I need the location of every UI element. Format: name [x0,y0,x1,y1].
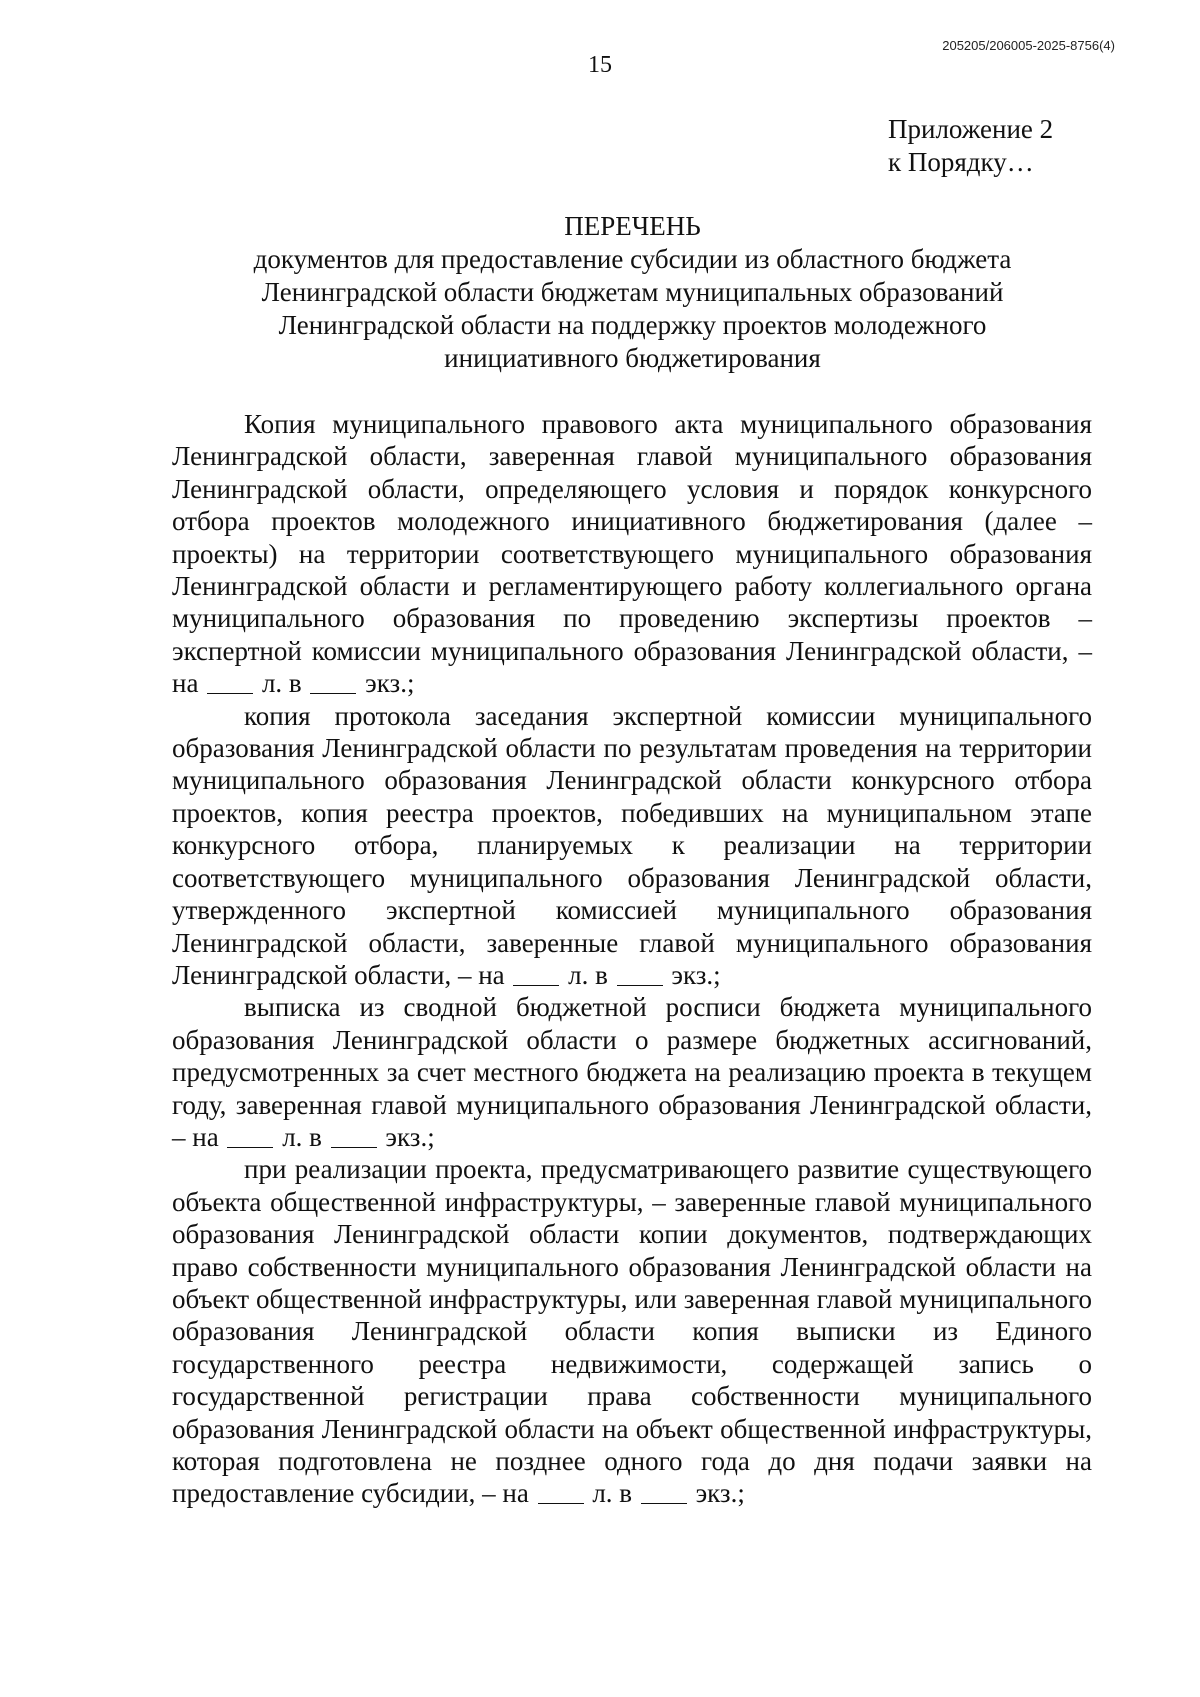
sheets-label: л. в [282,1121,322,1152]
title-line-4: инициативного бюджетирования [444,343,821,373]
document-id: 205205/206005-2025-8756(4) [942,38,1115,53]
title-heading: ПЕРЕЧЕНЬ [564,211,701,241]
paragraph-text: Копия муниципального правового акта муниципального образования Ленинградской области, заверенная главой муниципального образования Ленинградской области, определяющего условия и порядок конкурсного отбора проектов молодежного инициативного бюджетирования (далее – проекты) на территории соответствующего муниципального образования Ленинградской области и регламентирующего работу коллегиального органа муниципального образования по проведению экспертизы проектов – экспертной комиссии муниципального образования Ленинградской области, – на [172,409,1092,699]
title-line-3: Ленинградской области на поддержку проектов молодежного [278,310,987,340]
sheets-label: л. в [261,668,302,699]
paragraph-text: при реализации проекта, предусматривающего развитие существующего объекта общественной инфраструктуры, – заверенные главой муниципального образования Ленинградской области копии документов, подтверждающих право собственности муниципального образования Ленинградской области на объект общественной инфраструктуры, или заверенная главой муниципального образования Ленинградской области копия выписки из Единого государственного реестра недвижимости, содержащей запись о государственной регистрации права собственности муниципального образования Ленинградской области на объект общественной инфраструктуры, которая подготовлена не позднее одного года до дня подачи заявки на предоставление субсидии, – на [172,1154,1092,1509]
paragraph-text: копия протокола заседания экспертной комиссии муниципального образования Ленинградской области по результатам проведения на территории муниципального образования Ленинградской области конкурсного отбора проектов, копия реестра проектов, победивших на муниципальном этапе конкурсного отбора, планируемых к реализации на территории соответствующего муниципального образования Ленинградской области, утвержденного экспертной комиссией муниципального образования Ленинградской области, заверенные главой муниципального образования Ленинградской области, – на [172,700,1092,990]
copies-label: экз.; [695,1478,745,1509]
sheets-blank [538,1503,584,1504]
copies-label: экз.; [385,1121,435,1152]
document-body [172,408,1092,1510]
page-number: 15 [588,52,612,78]
title-line-1: документов для предоставление субсидии из областного бюджета [253,244,1012,274]
appendix-reference [888,113,1053,179]
copies-blank [310,693,356,694]
document-title [0,210,1200,375]
paragraph-ownership-documents [172,1153,1092,1509]
copies-blank [617,985,663,986]
title-line-2: Ленинградской области бюджетам муниципальных образований [261,277,1004,307]
paragraph-municipal-act [172,408,1092,700]
sheets-label: л. в [568,959,608,990]
appendix-line-2: к Порядку… [888,147,1034,177]
paragraph-text: выписка из сводной бюджетной росписи бюджета муниципального образования Ленинградской области о размере бюджетных ассигнований, предусмотренных за счет местного бюджета на реализацию проекта в текущем году, заверенная главой муниципального образования Ленинградской области, – на [172,992,1092,1152]
sheets-label: л. в [592,1478,633,1509]
appendix-line-1: Приложение 2 [888,114,1054,144]
sheets-blank [513,985,559,986]
sheets-blank [227,1147,273,1148]
copies-blank [641,1503,687,1504]
sheets-blank [207,693,253,694]
copies-label: экз.; [671,959,721,990]
paragraph-budget-extract [172,991,1092,1153]
copies-label: экз.; [365,668,415,699]
copies-blank [331,1147,377,1148]
paragraph-commission-protocol [172,700,1092,992]
